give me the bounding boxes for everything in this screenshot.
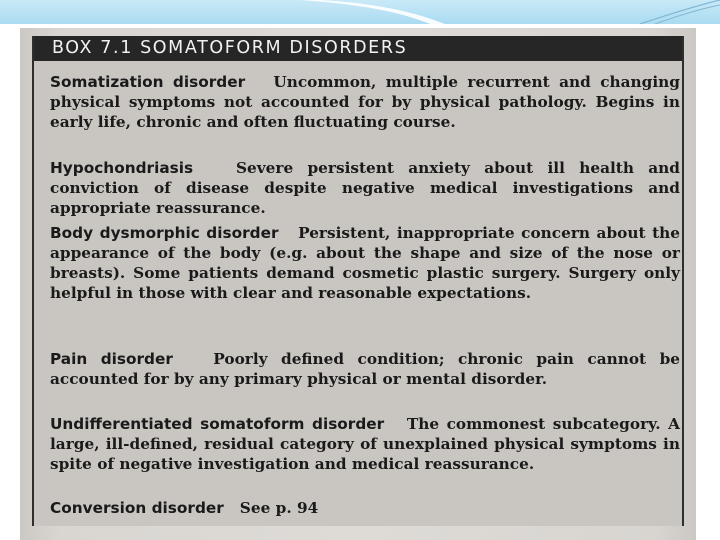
entry-body-dysmorphic (50, 223, 680, 303)
entry-somatization (50, 72, 680, 132)
entry-text: The commonest subcategory. A large, ill-defined, residual category of unexplained physical symptoms in spite of negative investigation and medical reassurance. (50, 415, 680, 473)
box-title: BOX 7.1 SOMATOFORM DISORDERS (34, 36, 682, 61)
entry-text: See p. 94 (239, 499, 319, 517)
entry-term: Pain disorder (50, 350, 173, 368)
entry-text: Severe persistent anxiety about ill health and conviction of disease despite negative medical investigations and appropriate reassurance. (50, 159, 680, 217)
entry-text: Persistent, inappropriate concern about the appearance of the body (e.g. about the shape and size of the nose or breasts). Some patients demand cosmetic plastic surgery. Surgery only helpful in those with clear and reasonable expectations. (50, 224, 680, 302)
entry-conversion (50, 498, 680, 518)
entry-term: Hypochondriasis (50, 159, 194, 177)
entry-undifferentiated (50, 414, 680, 474)
entry-term: Undifferentiated somatoform disorder (50, 415, 385, 433)
slide-top-band (0, 0, 720, 24)
entry-text: Poorly defined condition; chronic pain cannot be accounted for by any primary physical or mental disorder. (50, 350, 680, 388)
decorative-swoosh-icon (0, 0, 720, 24)
entry-term: Somatization disorder (50, 73, 246, 91)
scanned-page (20, 28, 696, 540)
somatoform-box (32, 36, 684, 526)
entry-term: Conversion disorder (50, 499, 224, 517)
entry-pain-disorder (50, 349, 680, 389)
entry-hypochondriasis (50, 158, 680, 218)
entry-term: Body dysmorphic disorder (50, 224, 279, 242)
entry-text: Uncommon, multiple recurrent and changing physical symptoms not accounted for by physical pathology. Begins in early life, chronic and often fluctuating course. (50, 73, 681, 131)
